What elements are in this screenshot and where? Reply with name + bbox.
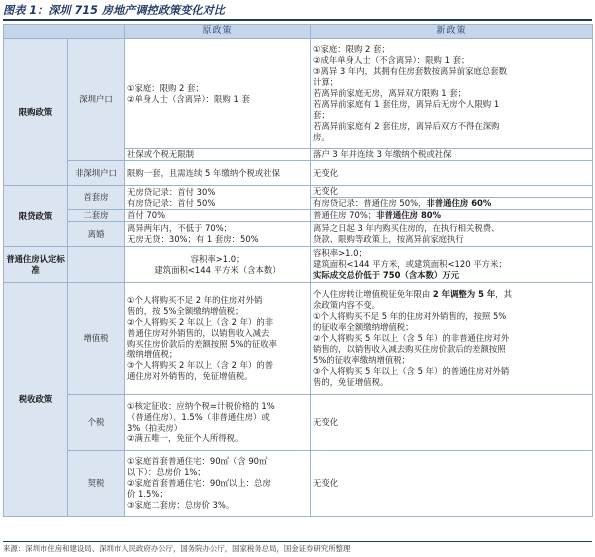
cell-tax-new: 落户 3 年并连续 3 年缴纳个税或社保	[311, 149, 593, 161]
cell-first-old: 无房贷记录：首付 30% 有房贷记录：首付 50%	[125, 186, 311, 210]
row-label-vat: 增值税	[68, 283, 125, 395]
cell-vat-new: 个人住房转让增值税征免年限由 2 年调整为 5 年，其 余政策内容不变。 ①个人将购买不足 5 年的住房对外销售的，按照 5% 的征收率全额缴纳增值税； ②个人将购买 5 年以上（含 5 年）的非普通住房对外 销售的，以销售收入减去购买住房价款后的差额按照 5%的征收率缴纳增值税； ③个人将购买 5 年以上（含 5 年）的普通住房对外销 售的，免征增值税。	[311, 283, 593, 395]
table-row	[4, 451, 593, 517]
cell-income-old: ①核定征收：应纳个税=计税价格的 1% （普通住房）、1.5%（非普通住房）或 3%（拍卖房） ②满五唯一，免征个人所得税。	[125, 395, 311, 451]
row-label-non-hukou: 非深圳户口	[68, 161, 125, 186]
cell-divorce-new: 离异之日起 3 年内购买住房的，在执行相关税费、 贷款、限购等政策上，按离异前家庭执行	[311, 222, 593, 247]
cell-first-new-2: 有房贷记录：普通住房 50%，非普通住房 60%	[311, 198, 593, 210]
cell-income-new: 无变化	[311, 395, 593, 451]
cell-first-new-1: 无变化	[311, 186, 593, 198]
cell-vat-old: ①个人将购买不足 2 年的住房对外销 售的，按 5%全额缴纳增值税； ②个人将购买 2 年以上（含 2 年）的非 普通住房对外销售的，以销售收入减去 购买住房价款后的差额按照 5%的征收率 缴纳增值税； ③个人将购买 2 年以上（含 2 年）的普 通住房对外销售的，免征增值税。	[125, 283, 311, 395]
figure-title: 图表 1：深圳 715 房地产调控政策变化对比	[3, 2, 592, 21]
row-label-income-tax: 个税	[68, 395, 125, 451]
cell-deed-new: 无变化	[311, 451, 593, 517]
row-label-standard	[68, 247, 125, 283]
table-header-row	[4, 25, 593, 39]
table-row	[4, 222, 593, 247]
category-purchase: 限购政策	[4, 39, 68, 186]
table-row	[4, 161, 593, 186]
table-row	[4, 210, 593, 222]
cell-second-old: 首付 70%	[125, 210, 311, 222]
table-row	[4, 283, 593, 395]
cell-sz-new: ①家庭：限购 2 套； ②成年单身人士（不含离异）：限购 1 套； ③离异 3 年内，其拥有住房套数按离异前家庭总套数 计算； 若离异前家庭无房，离异双方限购 1 套； 若离异前家庭有 1 套住房，离异后无房个人限购 1 套； 若离异前家庭有 2 套住房，离异后双方不得在深购 房。	[311, 39, 593, 149]
header-blank	[4, 25, 125, 39]
cell-nh-new: 无变化	[311, 161, 593, 186]
cell-standard-new: 容积率>1.0； 建筑面积<144 平方米，或建筑面积<120 平方米； 实际成交总价低于 750（含本数）万元	[311, 247, 593, 283]
cell-second-new: 普通住房 70%；非普通住房 80%	[311, 210, 593, 222]
row-label-first-home: 首套房	[68, 186, 125, 210]
cell-nh-old: 限购一套，且需连续 5 年缴纳个税或社保	[125, 161, 311, 186]
header-new-policy: 新政策	[311, 25, 593, 39]
header-old-policy: 原政策	[125, 25, 311, 39]
row-label-divorce: 离婚	[68, 222, 125, 247]
row-label-second-home: 二套房	[68, 210, 125, 222]
category-loan: 限贷政策	[4, 186, 68, 247]
category-tax: 税收政策	[4, 283, 68, 517]
policy-comparison-table	[3, 24, 593, 517]
cell-deed-old: ①家庭首套普通住宅：90㎡（含 90㎡ 以下）：总房价 1%； ②家庭首套普通住宅：90㎡以上：总房 价 1.5%； ③家庭二套房：总房价 3%。	[125, 451, 311, 517]
row-label-shenzhen-hukou: 深圳户口	[68, 39, 125, 161]
source-note: 来源：深圳市住房和建设局、深圳市人民政府办公厅，国务院办公厅，国家税务总局，国金证券研究所整理	[3, 541, 592, 555]
table-row	[4, 247, 593, 283]
cell-standard-old: 容积率>1.0； 建筑面积<144 平方米（含本数）	[125, 247, 311, 283]
table-row	[4, 186, 593, 198]
row-label-deed-tax: 契税	[68, 451, 125, 517]
table-row	[4, 395, 593, 451]
table-row	[4, 39, 593, 149]
category-standard: 普通住房认定标准	[4, 247, 68, 283]
cell-sz-old: ①家庭：限购 2 套； ②单身人士（含离异）：限购 1 套	[125, 39, 311, 149]
cell-tax-old: 社保或个税无限制	[125, 149, 311, 161]
cell-divorce-old: 离异两年内，不低于 70%； 无房无贷：30%；有 1 套房：50%	[125, 222, 311, 247]
